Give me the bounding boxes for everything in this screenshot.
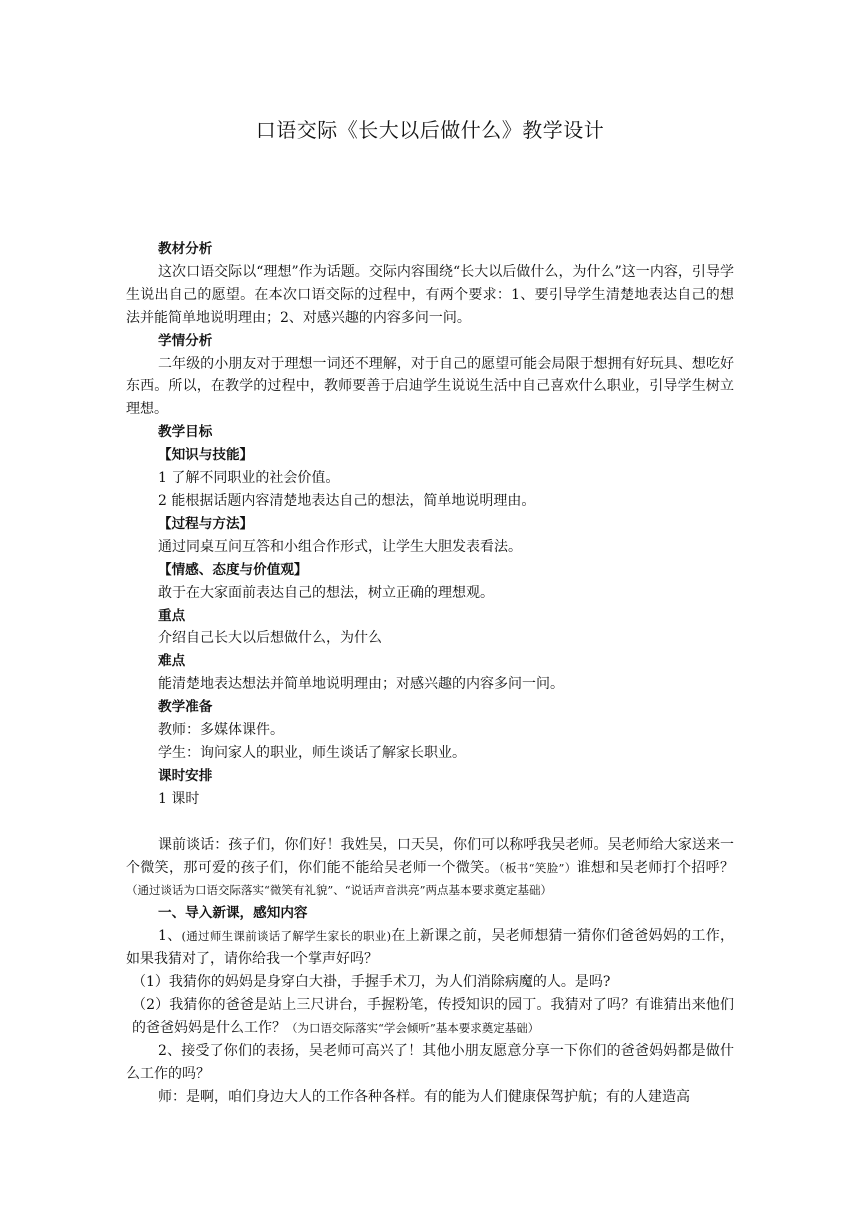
intro-text: 课前谈话：孩子们，你们好！我姓吴，口天吴，你们可以称呼我吴老师。吴老师给大家送来一个微笑，那可爱的孩子们，你们能不能给吴老师一个微笑。 xyxy=(126,836,734,876)
goal-process: 通过同桌互问互答和小组合作形式，让学生大胆发表看法。 xyxy=(158,538,522,555)
step-1-text: 在上新课之前，吴老师想猜一猜你们爸爸妈妈的工作，如果我猜对了，请你给我一个掌声好吗？ xyxy=(126,928,734,968)
section-heading-schedule: 课时安排 xyxy=(158,767,213,784)
intro-text-2: 谁想和吴老师打个招呼？ xyxy=(576,859,734,876)
step-1-sub-2-text: （2）我猜你的爸爸是站上三尺讲台，手握粉笔，传授知识的园丁。我猜对了吗？有谁猜出来他们的爸爸妈妈是什么工作？ xyxy=(132,997,734,1036)
schedule-text: 1 课时 xyxy=(158,790,200,807)
part-heading-1: 一、导入新课，感知内容 xyxy=(158,905,308,922)
intro-note-purpose: （通过谈话为口语交际落实“微笑有礼貌”、“说话声音洪亮”两点基本要求奠定基础） xyxy=(126,883,553,898)
paragraph-material: 这次口语交际以“理想”作为话题。交际内容围绕“长大以后做什么，为什么”这一内容，引导学生说出自己的愿望。在本次口语交际的过程中，有两个要求：1、要引导学生清楚地表达自己的想法并能简单地说明理由；2、对感兴趣的内容多问一问。 xyxy=(126,263,734,326)
section-heading-key: 重点 xyxy=(158,607,186,624)
spacer xyxy=(126,811,734,834)
section-heading-material: 教材分析 xyxy=(158,241,213,257)
subheading-process: 【过程与方法】 xyxy=(158,515,254,532)
paragraph-step-1 xyxy=(126,925,734,971)
paragraph-step-3: 师：是啊，咱们身边大人的工作各种各样。有的能为人们健康保驾护航；有的人建造高 xyxy=(158,1088,690,1105)
document-title: 口语交际《长大以后做什么》教学设计 xyxy=(255,118,605,142)
subheading-knowledge: 【知识与技能】 xyxy=(158,447,254,464)
document-body xyxy=(126,238,734,1109)
step-1-sub-2 xyxy=(126,994,734,1040)
prep-student: 学生：询问家人的职业，师生谈话了解家长职业。 xyxy=(158,744,466,761)
paragraph-intro xyxy=(126,834,734,903)
section-heading-goals: 教学目标 xyxy=(158,424,213,441)
goal-emotion: 敢于在大家面前表达自己的想法，树立正确的理想观。 xyxy=(158,584,494,601)
section-heading-prep: 教学准备 xyxy=(158,699,213,716)
intro-note-board: （板书“笑脸”） xyxy=(498,860,577,875)
step-1-prefix: 1、 xyxy=(158,928,182,945)
key-point: 介绍自己长大以后想做什么，为什么 xyxy=(158,630,382,647)
difficult-point: 能清楚地表达想法并简单地说明理由；对感兴趣的内容多问一问。 xyxy=(158,676,564,693)
step-1-sub-1: （1）我猜你的妈妈是身穿白大褂，手握手术刀，为人们消除病魔的人。是吗? xyxy=(132,974,611,991)
step-1-note: (通过师生课前谈话了解学生家长的职业) xyxy=(181,929,392,944)
paragraph-step-2: 2、接受了你们的表扬，吴老师可高兴了！其他小朋友愿意分享一下你们的爸爸妈妈都是做什么工作的吗？ xyxy=(126,1042,734,1082)
goal-knowledge-2: 2 能根据话题内容清楚地表达自己的想法，简单地说明理由。 xyxy=(158,492,536,509)
section-heading-learners: 学情分析 xyxy=(158,332,213,349)
prep-teacher: 教师：多媒体课件。 xyxy=(158,722,284,739)
paragraph-learners: 二年级的小朋友对于理想一词还不理解，对于自己的愿望可能会局限于想拥有好玩具、想吃好东西。所以，在教学的过程中，教师要善于启迪学生说说生活中自己喜欢什么职业，引导学生树立理想。 xyxy=(126,355,734,418)
subheading-emotion: 【情感、态度与价值观】 xyxy=(158,561,308,578)
section-heading-difficult: 难点 xyxy=(158,653,186,670)
goal-knowledge-1: 1 了解不同职业的社会价值。 xyxy=(158,470,340,487)
step-1-sub-2-note: （为口语交际落实“学会倾听”基本要求奠定基础） xyxy=(286,1020,540,1035)
